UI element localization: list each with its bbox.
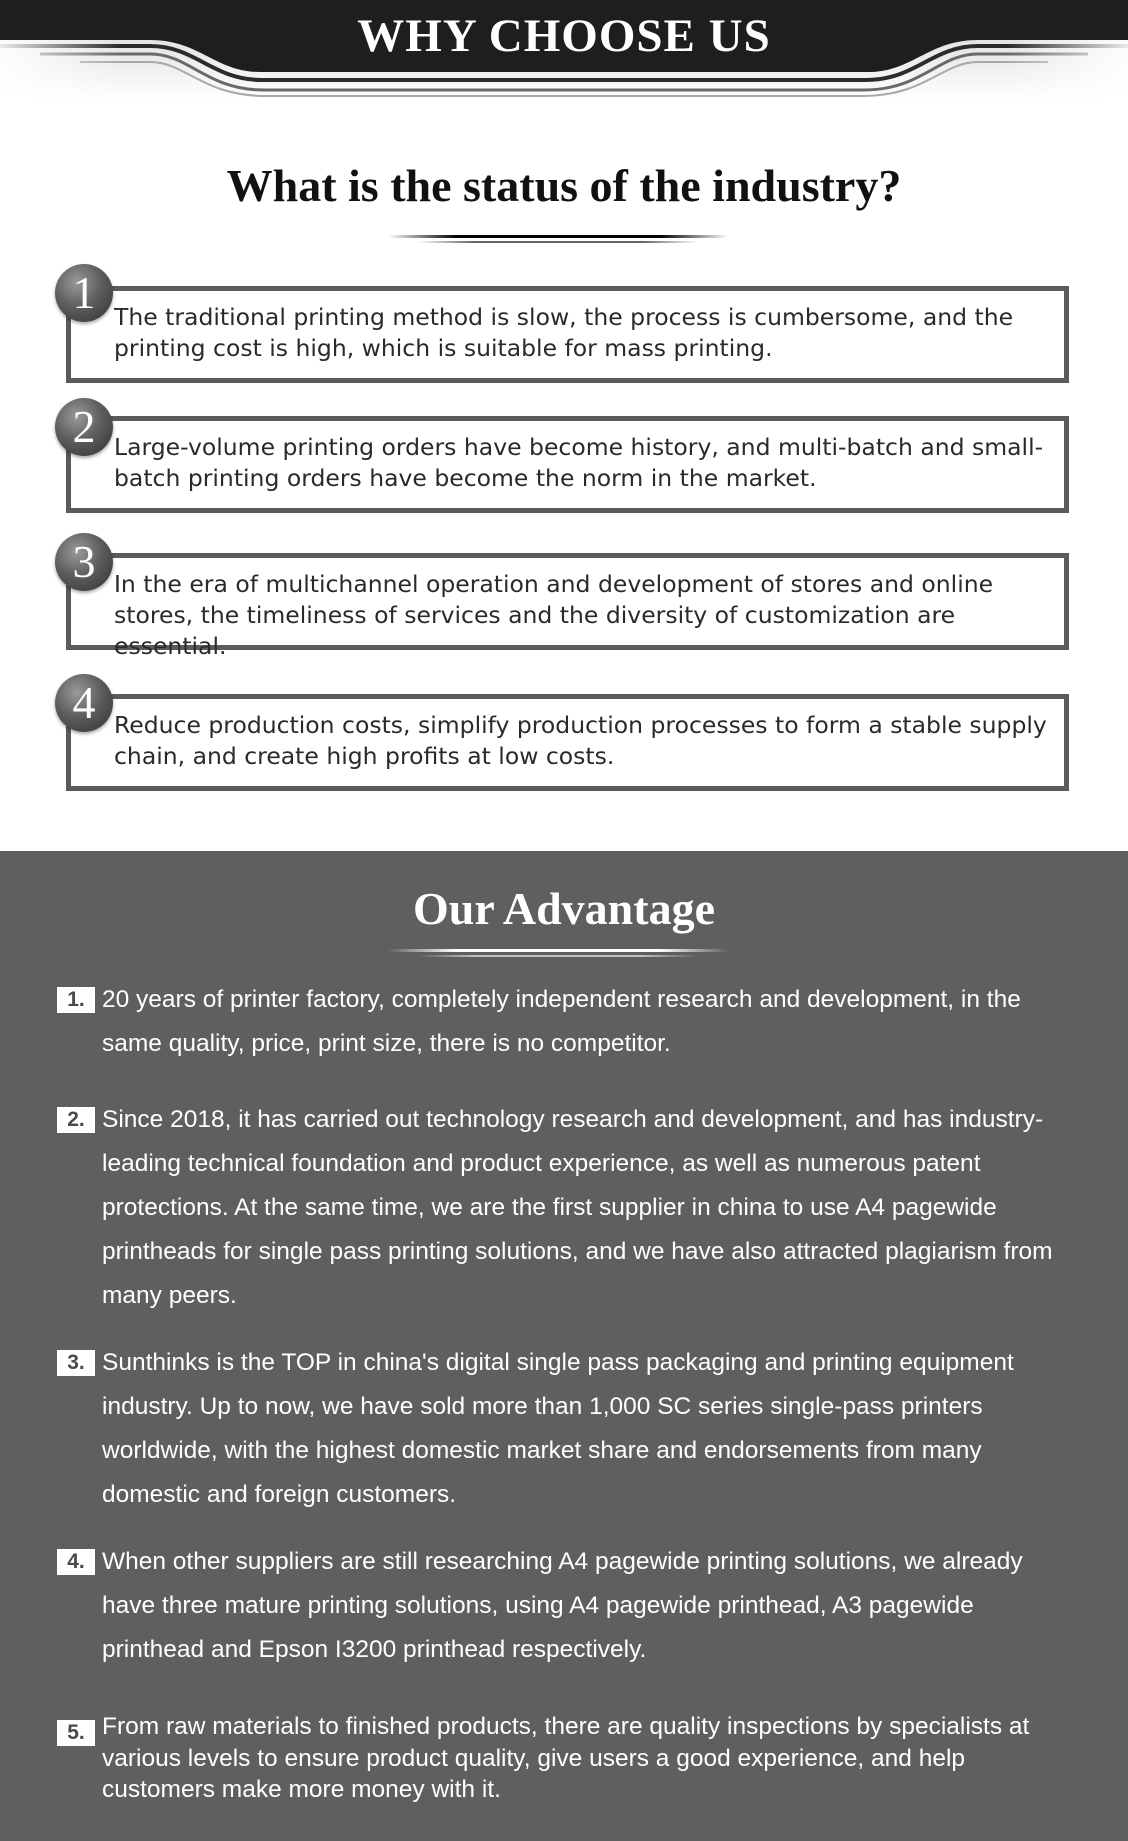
advantage-heading-divider bbox=[388, 947, 728, 959]
advantage-number: 5. bbox=[57, 1720, 95, 1746]
advantage-number: 4. bbox=[57, 1549, 95, 1575]
banner-title: WHY CHOOSE US bbox=[357, 10, 771, 62]
advantage-number: 2. bbox=[57, 1107, 95, 1133]
advantage-number: 1. bbox=[57, 987, 95, 1013]
status-card-4 bbox=[66, 694, 1069, 791]
status-number-badge-3: 3 bbox=[55, 533, 113, 591]
status-card-1 bbox=[66, 286, 1069, 383]
advantage-text: Since 2018, it has carried out technology research and development, and has industry-leading technical foundation and product experience, as well as numerous patent protections. At the same time, we are the first supplier in china to use A4 pagewide printheads for single pass printing solutions, and we have also attracted plagiarism from many peers. bbox=[102, 1106, 1053, 1309]
advantage-text: From raw materials to finished products, there are quality inspections by specialists at various levels to ensure product quality, give users a good experience, and help customers make more money with it. bbox=[102, 1713, 1030, 1803]
advantage-text: When other suppliers are still researching A4 pagewide printing solutions, we already have three mature printing solutions, using A4 pagewide printhead, A3 pagewide printhead and Epson I3200 printhead respectively. bbox=[102, 1548, 1023, 1663]
status-card-text: In the era of multichannel operation and development of stores and online stores, the timeliness of services and the diversity of customization are essential. bbox=[114, 570, 994, 660]
header-banner bbox=[0, 0, 1128, 100]
advantage-heading: Our Advantage bbox=[412, 883, 716, 934]
status-card-text: The traditional printing method is slow, the process is cumbersome, and the printing cost is high, which is suitable for mass printing. bbox=[114, 303, 1014, 362]
advantage-text: 20 years of printer factory, completely independent research and development, in the same quality, price, print size, there is no competitor. bbox=[102, 986, 1021, 1057]
status-card-3 bbox=[66, 553, 1069, 660]
status-number-badge-2: 2 bbox=[55, 398, 113, 456]
status-number-badge-4: 4 bbox=[55, 674, 113, 732]
status-card-text: Large-volume printing orders have become history, and multi-batch and small-batch printing orders have become the norm in the market. bbox=[114, 433, 1044, 492]
advantage-number: 3. bbox=[57, 1350, 95, 1376]
status-heading: What is the status of the industry? bbox=[226, 160, 902, 211]
advantage-text: Sunthinks is the TOP in china's digital single pass packaging and printing equipment industry. Up to now, we have sold more than 1,000 SC series single-pass printers worldwide, with the highest domestic market share and endorsements from many domestic and foreign customers. bbox=[102, 1349, 1014, 1508]
status-card-2 bbox=[66, 416, 1069, 513]
status-heading-divider bbox=[388, 232, 728, 246]
status-card-text: Reduce production costs, simplify production processes to form a stable supply chain, and create high profits at low costs. bbox=[114, 711, 1047, 770]
status-number-badge-1: 1 bbox=[55, 264, 113, 322]
advantage-section bbox=[0, 851, 1128, 1841]
